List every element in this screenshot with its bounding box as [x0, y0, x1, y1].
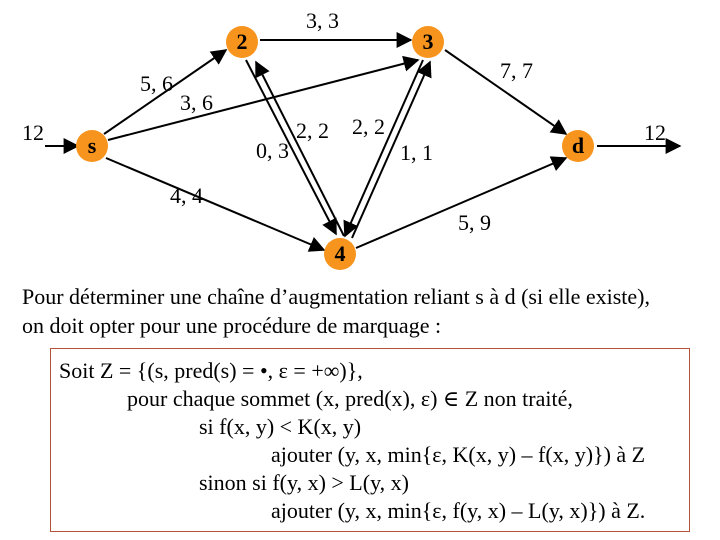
label-d-out: 12 [644, 120, 666, 145]
label-2-3: 3, 3 [306, 8, 339, 33]
algo-line-4: ajouter (y, x, min{ε, K(x, y) – f(x, y)}) à Z [271, 442, 646, 467]
node-2 [226, 26, 258, 58]
algo-line-1: Soit Z = {(s, pred(s) = •, ε = +∞)}, [59, 358, 363, 383]
label-4-d: 5, 9 [458, 210, 491, 235]
label-3-4: 2, 2 [352, 114, 385, 139]
intro-line-1: Pour déterminer une chaîne d’augmentation reliant s à d (si elle existe), [22, 284, 650, 309]
node-s-label: s [87, 133, 97, 158]
intro-line-2: on doit opter pour une procédure de marquage : [22, 313, 442, 338]
node-4 [324, 238, 356, 270]
label-3-d: 7, 7 [500, 58, 533, 83]
node-d-label: d [571, 133, 585, 158]
label-4-2: 2, 2 [296, 118, 329, 143]
algo-line-6: ajouter (y, x, min{ε, f(y, x) – L(y, x)}) à Z. [271, 498, 646, 523]
node-3-label: 3 [422, 29, 434, 54]
algo-line-5: sinon si f(y, x) > L(y, x) [199, 470, 409, 495]
edge-s-4 [106, 158, 324, 250]
algo-line-2: pour chaque sommet (x, pred(x), ε) ∈ Z non traité, [127, 386, 573, 411]
label-s-2-b: 3, 6 [180, 90, 213, 115]
label-4-3: 1, 1 [400, 140, 433, 165]
intro-paragraph [22, 282, 712, 340]
node-d [562, 130, 594, 162]
label-in-s: 12 [22, 120, 44, 145]
node-3 [412, 26, 444, 58]
algorithm-box [50, 348, 690, 532]
node-s [76, 130, 108, 162]
label-2-4: 0, 3 [256, 138, 289, 163]
label-s-4: 4, 4 [170, 183, 203, 208]
label-s-2-a: 5, 6 [140, 71, 173, 96]
algo-line-3: si f(x, y) < K(x, y) [199, 414, 362, 439]
node-2-label: 2 [236, 29, 248, 54]
node-4-label: 4 [334, 241, 346, 266]
